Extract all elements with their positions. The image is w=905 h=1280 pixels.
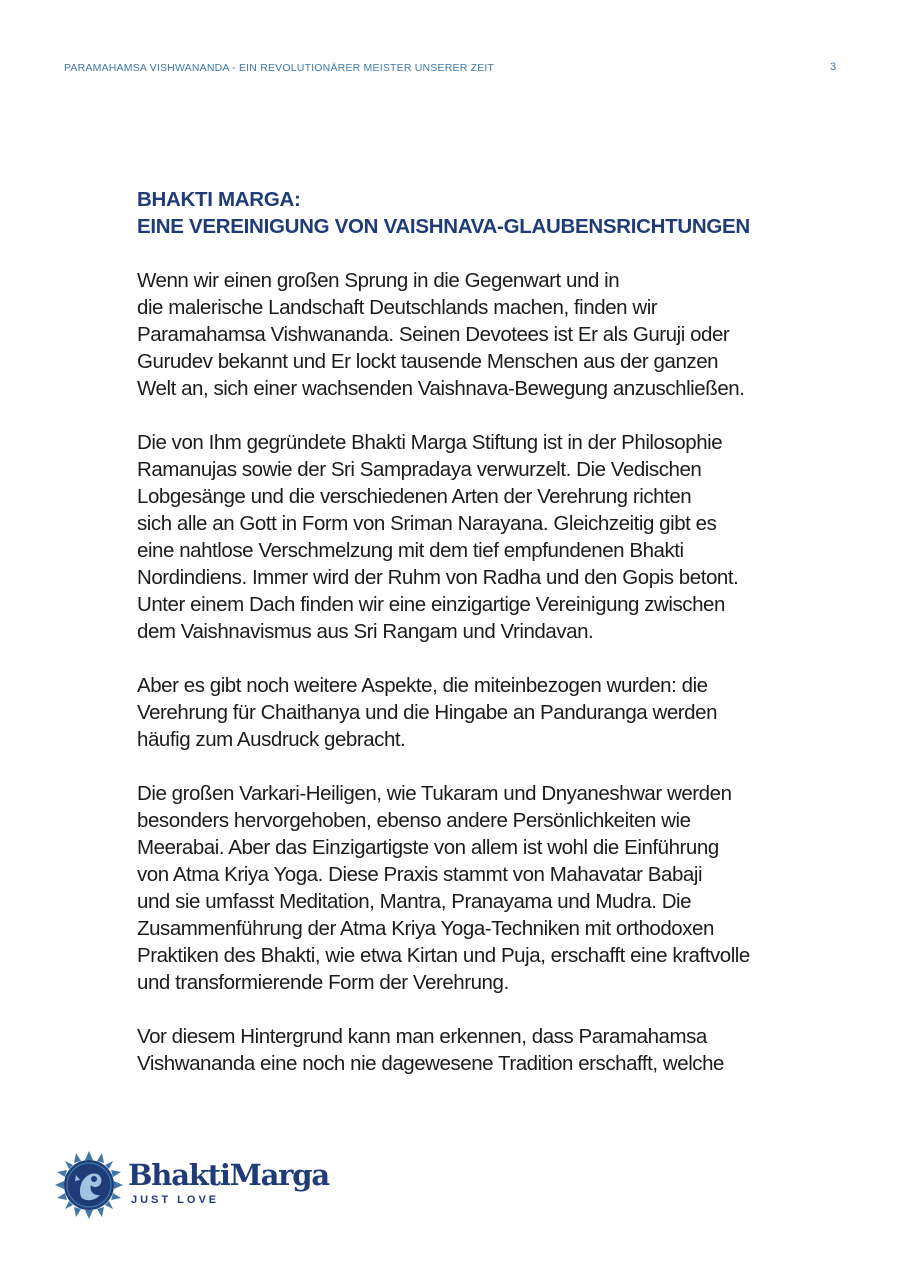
text-line: Lobgesänge und die verschiedenen Arten der Verehrung richten [137,485,692,508]
text-line: Vishwananda eine noch nie dagewesene Tradition erschafft, welche [137,1052,725,1075]
paragraph [137,429,837,645]
paragraph [137,1023,837,1077]
text-line: Meerabai. Aber das Einzigartigste von allem ist wohl die Einführung [137,836,719,859]
paragraph [137,672,837,753]
text-line: Wenn wir einen großen Sprung in die Gegenwart und in [137,269,620,292]
section-title-line: EINE VEREINIGUNG VON VAISHNAVA-GLAUBENSRICHTUNGEN [137,215,750,238]
text-line: Die von Ihm gegründete Bhakti Marga Stiftung ist in der Philosophie [137,431,723,454]
text-line: Welt an, sich einer wachsenden Vaishnava-Bewegung anzuschließen. [137,377,745,400]
page-number: 3 [830,61,837,73]
running-header: PARAMAHAMSA VISHWANANDA - EIN REVOLUTIONÄRER MEISTER UNSERER ZEIT [64,62,495,74]
logo-wordmark: BhaktiMarga [128,1158,329,1192]
text-line: Verehrung für Chaithanya und die Hingabe an Panduranga werden [137,701,718,724]
section-title-line: BHAKTI MARGA: [137,188,301,211]
text-line: Vor diesem Hintergrund kann man erkennen, dass Paramahamsa [137,1025,707,1048]
text-line: häufig zum Ausdruck gebracht. [137,728,406,751]
text-line: die malerische Landschaft Deutschlands machen, finden wir [137,296,658,319]
text-line: von Atma Kriya Yoga. Diese Praxis stammt von Mahavatar Babaji [137,863,703,886]
body-text [137,267,837,1104]
text-line: Aber es gibt noch weitere Aspekte, die miteinbezogen wurden: die [137,674,708,697]
text-line: Gurudev bekannt und Er lockt tausende Menschen aus der ganzen [137,350,719,373]
text-line: Nordindiens. Immer wird der Ruhm von Radha und den Gopis betont. [137,566,739,589]
text-line: Paramahamsa Vishwananda. Seinen Devotees ist Er als Guruji oder [137,323,730,346]
text-line: besonders hervorgehoben, ebenso andere Persönlichkeiten wie [137,809,691,832]
paragraph [137,267,837,402]
bhakti-marga-logo [54,1150,329,1220]
text-line: Ramanujas sowie der Sri Sampradaya verwurzelt. Die Vedischen [137,458,702,481]
text-line: dem Vaishnavismus aus Sri Rangam und Vrindavan. [137,620,594,643]
text-line: Die großen Varkari-Heiligen, wie Tukaram und Dnyaneshwar werden [137,782,732,805]
text-line: Unter einem Dach finden wir eine einzigartige Vereinigung zwischen [137,593,725,616]
bhakti-marga-emblem-icon [54,1150,124,1220]
paragraph [137,780,837,996]
section-title [137,186,750,240]
text-line: eine nahtlose Verschmelzung mit dem tief empfundenen Bhakti [137,539,684,562]
text-line: Praktiken des Bhakti, wie etwa Kirtan und Puja, erschafft eine kraftvolle [137,944,750,967]
text-line: Zusammenführung der Atma Kriya Yoga-Techniken mit orthodoxen [137,917,714,940]
logo-tagline: JUST LOVE [131,1194,220,1206]
text-line: sich alle an Gott in Form von Sriman Narayana. Gleichzeitig gibt es [137,512,717,535]
text-line: und sie umfasst Meditation, Mantra, Pranayama und Mudra. Die [137,890,692,913]
text-line: und transformierende Form der Verehrung. [137,971,509,994]
